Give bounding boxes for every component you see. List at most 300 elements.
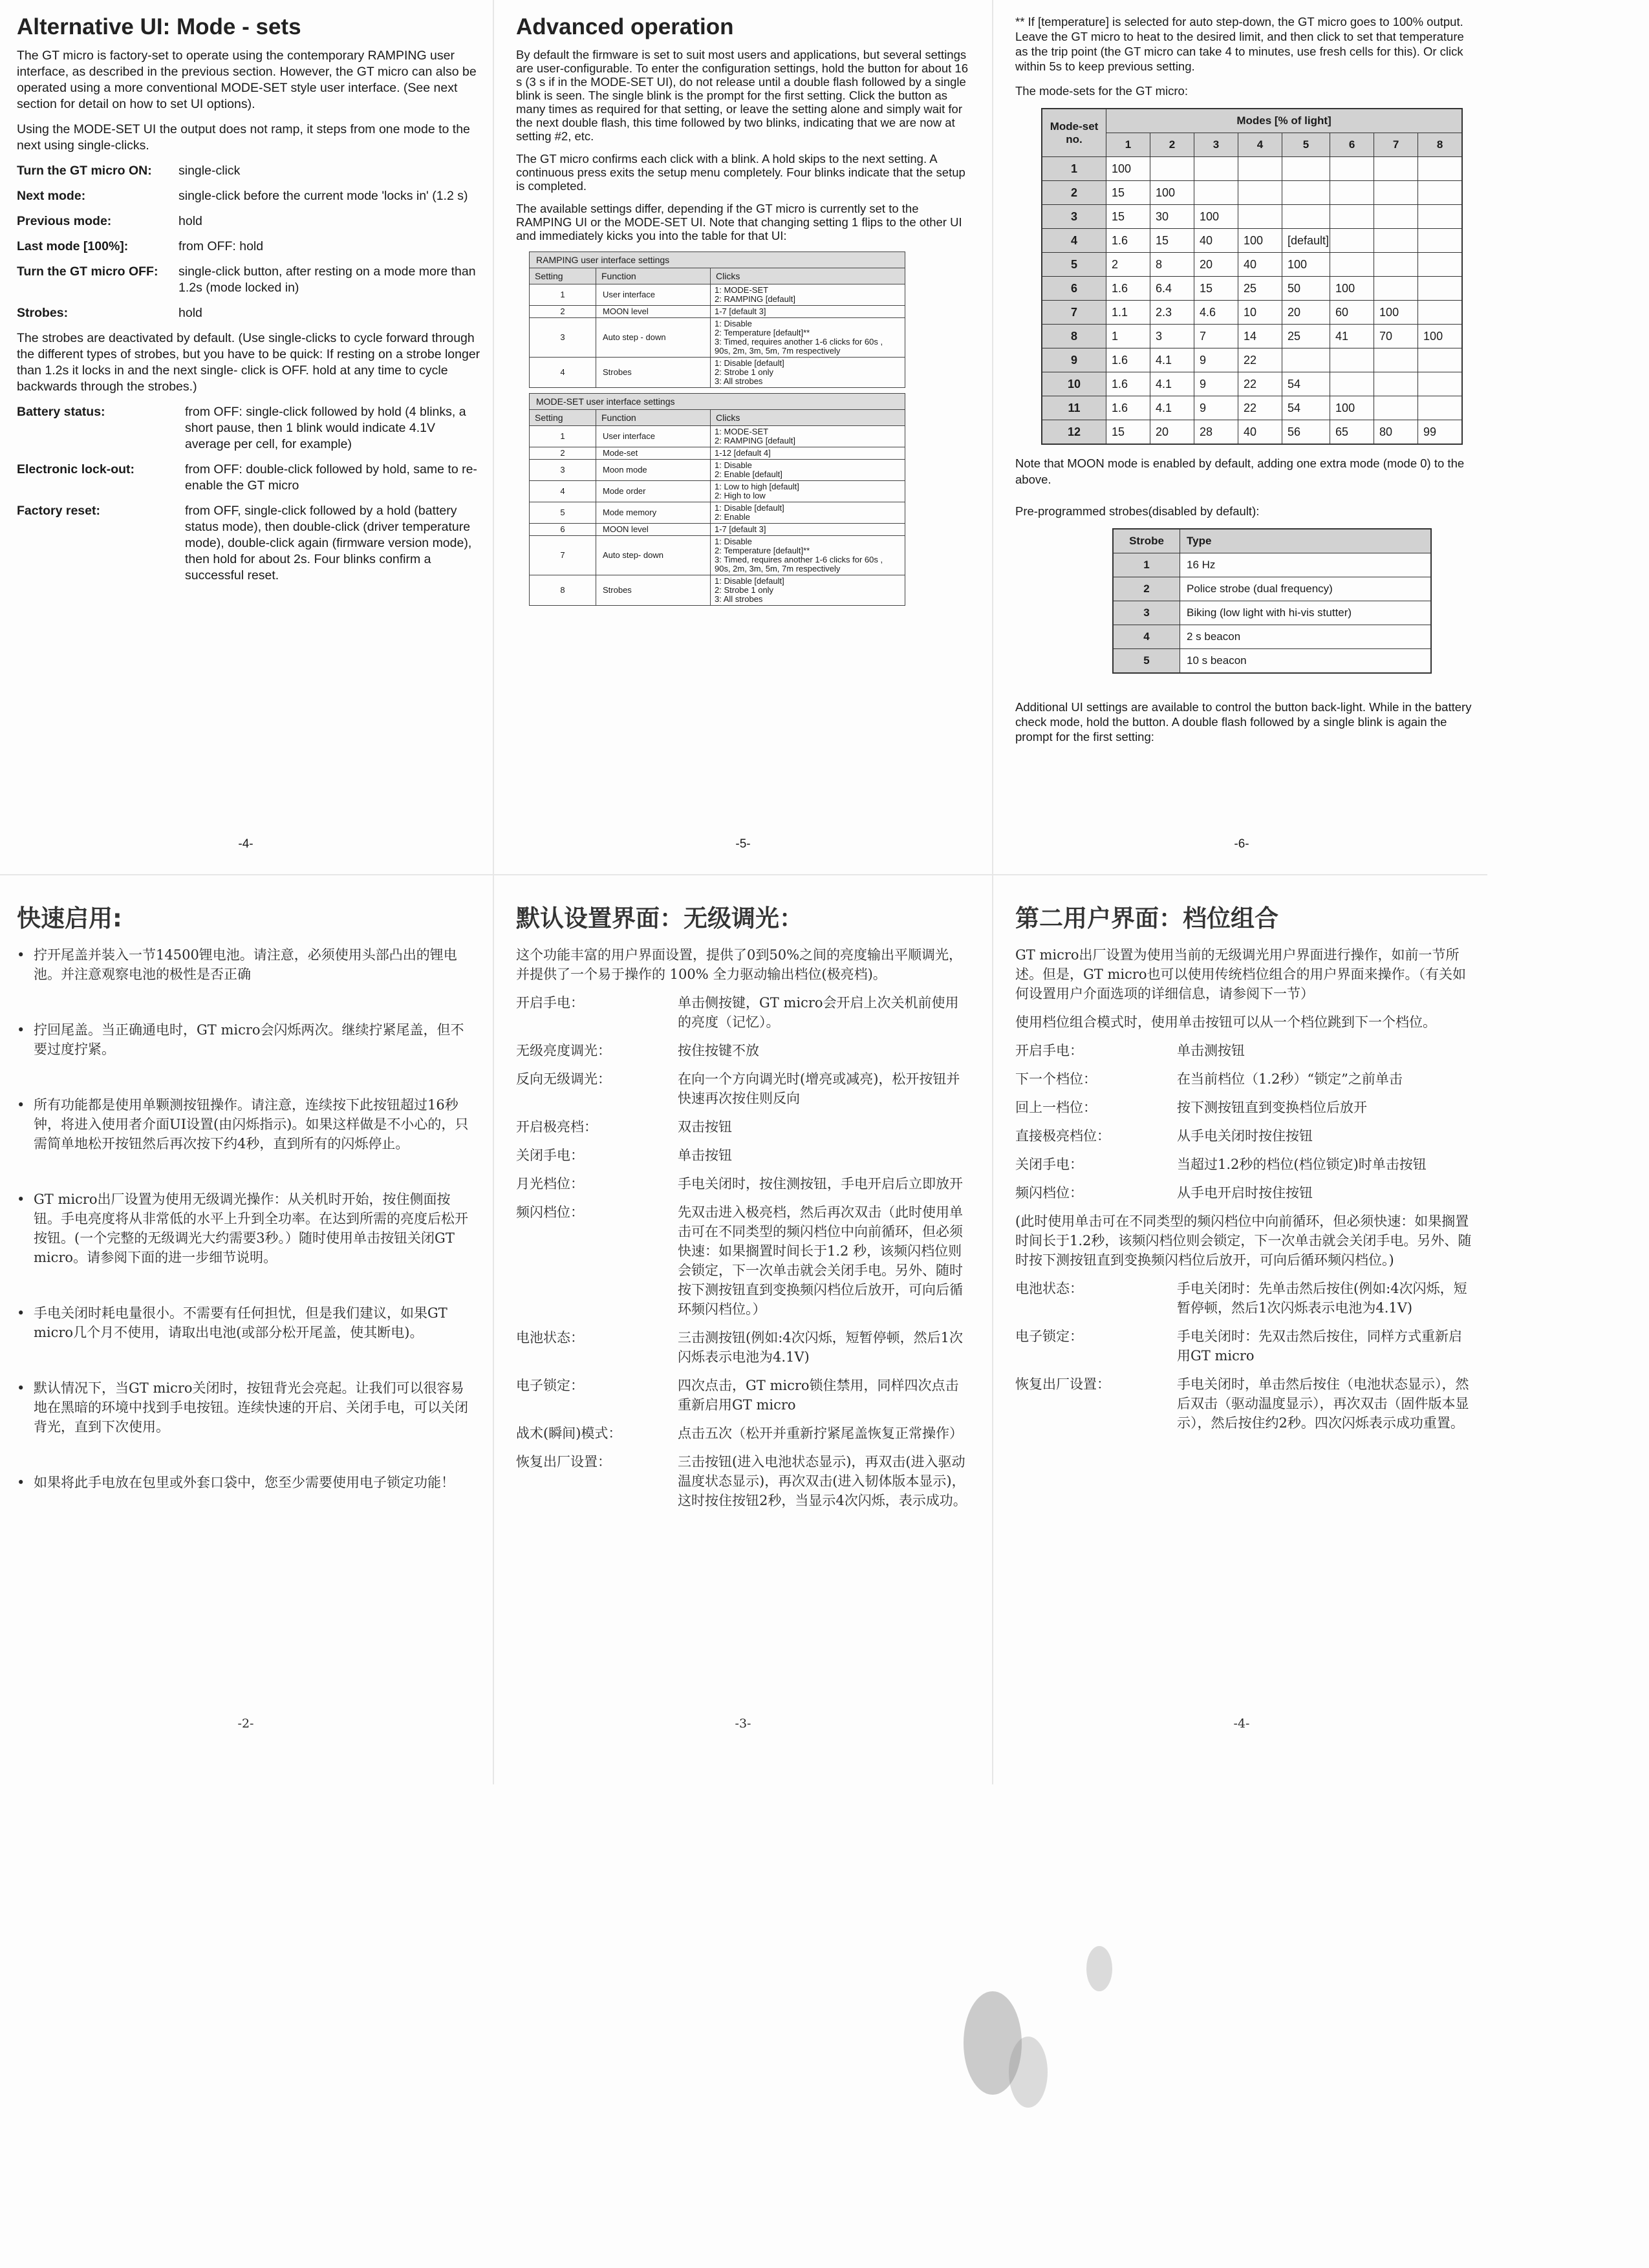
table-cell: 2.3 [1150,301,1194,325]
definition-row [17,503,482,584]
row-label: 回上一档位： [1015,1100,1097,1115]
table-cell: 6.4 [1150,277,1194,301]
table-row [530,447,905,460]
page-number: -2- [237,1717,254,1731]
page-number: -3- [735,1717,751,1731]
row-label: 开启手电： [1015,1043,1083,1058]
table-cell: 15 [1106,205,1150,229]
row-label: 频闪档位： [516,1204,584,1220]
table-cell: 1: Disable [default] 2: Strobe 1 only 3: All strobes [711,358,905,388]
table-cell [1374,157,1418,181]
table-cell: 50 [1282,277,1330,301]
table-caption: RAMPING user interface settings [529,251,905,268]
control-list-2 [1015,1279,1474,1433]
table-cell: 25 [1238,277,1282,301]
definition-row [17,188,482,204]
table-cell: 8 [1150,253,1194,277]
row-label: 开启极亮档： [516,1119,598,1135]
row-label: Previous mode: [17,214,112,228]
table-cell: Mode order [596,481,711,502]
definition-row [17,239,482,255]
column-header: Setting [530,410,596,426]
table-cell: 100 [1238,229,1282,253]
mode-set-number: 6 [1042,277,1106,301]
paragraph: ** If [temperature] is selected for auto step-down, the GT micro goes to 100% output. Leave the GT micro to heat to the desired limit, and then click to set that temperature as the trip point (the GT micro can take 4 to minutes, use fresh cells for this). Or click within 5s to keep previous setting. [1015,15,1464,73]
column-header: Clicks [711,410,905,426]
row-label: 直接极亮档位： [1015,1128,1110,1144]
modeset-settings-table [529,393,905,606]
mode-set-number: 5 [1042,253,1106,277]
table-cell: 4.1 [1150,348,1194,372]
table-cell: 1: Disable [default] 2: Strobe 1 only 3: All strobes [711,575,905,606]
row-value: 在当前档位（1.2秒）“锁定”之前单击 [1177,1071,1403,1087]
column-header: Clicks [711,268,905,284]
row-value: 从手电关闭时按住按钮 [1177,1128,1313,1144]
table-cell: 1: Disable 2: Temperature [default]** 3: Timed, requires another 1-6 clicks for 60s , 90s, 2m, 3m, 5m, 7m respectively [711,536,905,575]
table-row [530,284,905,306]
table-cell: 5 [530,502,596,524]
definition-row [1015,1098,1474,1117]
table-cell: 4 [530,481,596,502]
mode-set-number: 7 [1042,301,1106,325]
table-cell: 4.6 [1194,301,1238,325]
strobe-type: Biking (low light with hi-vis stutter) [1180,601,1432,625]
table-cell [1330,372,1374,396]
table-cell: 3 [530,318,596,358]
panel-ramping-zh [497,876,989,1781]
panel-advanced-operation [497,0,989,873]
row-label: 电子锁定： [1015,1329,1083,1344]
row-value: 按住按键不放 [678,1043,759,1058]
row-value: 单击侧按键，GT micro会开启上次关机前使用的亮度（记忆）。 [678,995,959,1030]
table-cell [1282,157,1330,181]
table-cell: 14 [1238,325,1282,348]
paper-stain [1009,2037,1048,2108]
table-cell: 1.1 [1106,301,1150,325]
paragraph: Note that MOON mode is enabled by default, adding one extra mode (mode 0) to the above. [1015,456,1465,486]
page-title: 快速启用: [17,904,122,932]
mode-set-number: 1 [1042,157,1106,181]
column-header: 2 [1150,133,1194,157]
table-cell: 80 [1374,420,1418,445]
row-value: 四次点击，GT micro锁住禁用，同样四次点击重新启用GT micro [678,1378,959,1413]
table-row [530,358,905,388]
column-header: 1 [1106,133,1150,157]
list-item: • 拧回尾盖。当正确通电时，GT micro会闪烁两次。继续拧紧尾盖，但不要过度拧紧。 [17,1020,472,1059]
table-row [1042,277,1462,301]
row-value: from OFF: hold [178,239,264,253]
page-number: -4- [1233,1717,1250,1731]
table-cell: Strobes [596,358,711,388]
strobe-number: 4 [1113,625,1180,649]
table-cell: 99 [1418,420,1463,445]
page-title: Alternative UI: Mode - sets [17,14,301,39]
definition-row [516,1203,970,1319]
table-cell: 7 [530,536,596,575]
panel-quick-start-zh [0,876,491,1781]
table-row [1113,553,1431,577]
control-list [17,163,482,321]
row-value: single-click button, after resting on a mode more than 1.2s (mode locked in) [178,264,476,295]
paragraph: The available settings differ, depending if the GT micro is currently set to the RAMPING UI or the MODE-SET UI. Note that changing setting 1 flips to the other UI and immediately kicks you into the table for that UI: [516,202,962,242]
definition-row [1015,1375,1474,1433]
table-cell [1418,181,1463,205]
definition-row [516,1117,970,1137]
paragraph: Additional UI settings are available to control the button back-light. While in the battery check mode, hold the button. A double flash followed by a single blink is again the prompt for the first setting: [1015,700,1472,744]
table-cell: 100 [1330,277,1374,301]
table-cell [1282,205,1330,229]
row-value: from OFF: double-click followed by hold, same to re- enable the GT micro [185,462,477,493]
table-cell: 1-7 [default 3] [711,306,905,318]
definition-row [516,993,970,1032]
definition-row [1015,1327,1474,1365]
table-cell: [default] [1282,229,1330,253]
table-row [1042,205,1462,229]
row-value: single-click [178,164,241,178]
table-row [1042,420,1462,445]
column-header: 7 [1374,133,1418,157]
table-cell: Moon mode [596,460,711,481]
row-value: 当超过1.2秒的档位(档位锁定)时单击按钮 [1177,1157,1427,1172]
row-label: Turn the GT micro OFF: [17,264,158,279]
strobe-type: Police strobe (dual frequency) [1180,577,1432,601]
table-cell: 100 [1194,205,1238,229]
table-cell [1374,253,1418,277]
table-cell [1238,205,1282,229]
definition-row [17,213,482,230]
table-cell: 1: Disable [default] 2: Enable [711,502,905,524]
table-cell: 9 [1194,372,1238,396]
table-row [530,426,905,447]
table-row [530,318,905,358]
column-header: Type [1180,529,1432,553]
table-cell [1418,396,1463,420]
table-cell: 70 [1374,325,1418,348]
table-cell: 9 [1194,348,1238,372]
table-cell: 20 [1282,301,1330,325]
table-cell: 1 [530,426,596,447]
strobes-note: The strobes are deactivated by default. (Use single-clicks to cycle forward through the different types of strobes, but you have to be quick: If resting on a strobe longer than 1.2s it locks in and the next single- click is OFF. hold at any time to cycle backwards through the strobes.) [17,331,480,394]
definition-row [17,462,482,494]
row-label: Battery status: [17,405,105,419]
column-header: Function [596,410,711,426]
table-cell: 1.6 [1106,372,1150,396]
table-cell: 100 [1374,301,1418,325]
mode-set-number: 4 [1042,229,1106,253]
row-label: 反向无级调光： [516,1071,611,1087]
row-label: 战术(瞬间)模式： [516,1426,622,1441]
table-cell: 22 [1238,348,1282,372]
row-value: hold [178,306,202,320]
list-item: • 拧开尾盖并装入一节14500锂电池。请注意，必须使用头部凸出的锂电池。并注意观察电池的极性是否正确 [17,945,472,984]
table-row [530,481,905,502]
column-header: 6 [1330,133,1374,157]
table-cell: 100 [1150,181,1194,205]
table-cell [1330,253,1374,277]
mode-set-header: Mode-set no. [1042,109,1106,157]
table-cell: 7 [1194,325,1238,348]
definition-row [1015,1041,1474,1060]
mode-set-number: 3 [1042,205,1106,229]
column-header: 8 [1418,133,1463,157]
table-cell: 1 [1106,325,1150,348]
table-cell: 56 [1282,420,1330,445]
table-cell: User interface [596,426,711,447]
column-header: 3 [1194,133,1238,157]
table-row [1113,625,1431,649]
table-cell [1330,181,1374,205]
table-row [1042,253,1462,277]
table-cell [1418,229,1463,253]
table-row [1042,229,1462,253]
column-header: 4 [1238,133,1282,157]
table-cell: 15 [1194,277,1238,301]
table-cell [1418,205,1463,229]
table-cell [1374,181,1418,205]
table-row [1042,157,1462,181]
table-row [530,460,905,481]
table-cell: 3 [1150,325,1194,348]
row-value: 手电关闭时，单击然后按住（电池状态显示），然后双击（驱动温度显示），再次双击（固件版本显示），然后按住约2秒。四次闪烁表示成功重置。 [1177,1376,1469,1431]
strobe-number: 5 [1113,649,1180,674]
row-label: Factory reset: [17,504,100,518]
fold-line [992,0,993,1784]
table-cell: 2 [530,447,596,460]
table-row [1113,601,1431,625]
table-row [530,306,905,318]
table-row [1042,181,1462,205]
row-value: from OFF: single-click followed by hold (4 blinks, a short pause, then 1 blink would indicate 4.1V average per cell, for example) [185,405,466,451]
row-value: 手电关闭时，按住测按钮，手电开启后立即放开 [678,1176,963,1192]
strobe-number: 1 [1113,553,1180,577]
ramping-settings-table [529,251,905,388]
table-cell: 2 [530,306,596,318]
table-cell: 20 [1150,420,1194,445]
fold-line [493,0,494,1784]
row-label: 关闭手电： [516,1148,584,1163]
row-label: 开启手电： [516,995,584,1011]
table-cell: MOON level [596,306,711,318]
definition-row [516,1452,970,1510]
paragraph: By default the firmware is set to suit most users and applications, but several settings are user-configurable. To enter the configuration settings, hold the button for about 16 s (3 s if in the MODE-SET UI), do not release until a double flash followed by a single blink is seen. The single blink is the prompt for the first setting. Click the button as many times as required for that setting, or leave the setting alone and simply wait for the next double flash, this time followed by two blinks, indicating that we are now at setting #2, etc. [516,48,969,143]
strobe-type: 2 s beacon [1180,625,1432,649]
definition-row [1015,1279,1474,1318]
row-value: 单击按钮 [678,1148,732,1163]
definition-row [1015,1155,1474,1174]
table-cell: Auto step- down [596,536,711,575]
table-cell: 4 [530,358,596,388]
table-cell: 1: Low to high [default] 2: High to low [711,481,905,502]
table-cell [1374,277,1418,301]
table-cell: 60 [1330,301,1374,325]
table-cell [1238,157,1282,181]
intro-text-2: Using the MODE-SET UI the output does not ramp, it steps from one mode to the next using single-clicks. [17,122,470,153]
row-label: Strobes: [17,306,69,320]
table-cell [1150,157,1194,181]
table-cell [1374,372,1418,396]
table-cell [1194,181,1238,205]
paragraph: Pre-programmed strobes(disabled by default): [1015,504,1260,518]
mode-set-table [1041,108,1463,445]
mode-set-number: 8 [1042,325,1106,348]
intro-text: 这个功能丰富的用户界面设置，提供了0到50%之间的亮度输出平顺调光，并提供了一个易于操作的 100% 全力驱动输出档位(极亮档)。 [516,947,963,982]
table-cell: 20 [1194,253,1238,277]
table-cell: 15 [1106,181,1150,205]
definition-row [516,1328,970,1367]
row-label: Last mode [100%]: [17,239,129,253]
table-cell: 1 [530,284,596,306]
table-cell: 4.1 [1150,372,1194,396]
strobe-type: 16 Hz [1180,553,1432,577]
definition-row [516,1041,970,1060]
table-cell: 1-7 [default 3] [711,524,905,536]
table-cell: MOON level [596,524,711,536]
control-list [516,993,970,1510]
table-cell: 40 [1238,420,1282,445]
table-row [530,536,905,575]
table-cell: 3 [530,460,596,481]
table-row [1042,325,1462,348]
strobe-note: (此时使用单击可在不同类型的频闪档位中向前循环，但必须快速：如果搁置时间长于1.2秒，该频闪档位则会锁定，下一次单击就会关闭手电。另外、随时按下测按钮直到变换频闪档位后放开，可向后循环频闪档位。) [1015,1214,1472,1268]
page-title: 第二用户界面：档位组合 [1015,904,1278,932]
table-cell [1330,205,1374,229]
definition-row [516,1174,970,1193]
table-row [530,524,905,536]
table-cell: 22 [1238,372,1282,396]
fold-line [0,874,1487,875]
table-cell: 100 [1418,325,1463,348]
row-label: Electronic lock-out: [17,462,135,476]
row-label: Next mode: [17,189,86,203]
row-value: 单击测按钮 [1177,1043,1245,1058]
table-cell [1330,229,1374,253]
row-value: from OFF, single-click followed by a hold (battery status mode), then double-click (driver temperature mode), double-click again (firmware version mode), then hold for about 2s. Four blinks confirm a successful reset. [185,504,472,583]
table-cell: 54 [1282,372,1330,396]
mode-set-number: 10 [1042,372,1106,396]
table-cell [1282,348,1330,372]
table-cell: 65 [1330,420,1374,445]
row-label: 电池状态： [1015,1281,1083,1296]
table-cell [1418,157,1463,181]
strobe-type: 10 s beacon [1180,649,1432,674]
row-label: 关闭手电： [1015,1157,1083,1172]
table-cell: Strobes [596,575,711,606]
page-title: 默认设置界面：无级调光： [516,904,803,932]
row-value: 先双击进入极亮档，然后再次双击（此时使用单击可在不同类型的频闪档位中向前循环，但必须快速：如果搁置时间长于1.2 秒，该频闪档位则会锁定，下一次单击就会关闭手电。另外、随时按下测按钮直到变换频闪档位后放开，可向后循环频闪档位。） [678,1204,963,1317]
table-cell: 15 [1150,229,1194,253]
table-cell: 54 [1282,396,1330,420]
table-cell [1330,157,1374,181]
table-cell [1194,157,1238,181]
definition-row [17,264,482,296]
panel-mode-sets-zh [996,876,1487,1781]
table-cell: 6 [530,524,596,536]
table-cell: 25 [1282,325,1330,348]
table-cell: 40 [1194,229,1238,253]
paper-stain [1086,1946,1112,1991]
intro-text-2: 使用档位组合模式时，使用单击按钮可以从一个档位跳到下一个档位。 [1015,1014,1436,1030]
table-row [1042,396,1462,420]
table-cell: 100 [1330,396,1374,420]
row-value: 点击五次（松开并重新拧紧尾盖恢复正常操作） [678,1426,963,1441]
row-value: single-click before the current mode 'locks in' (1.2 s) [178,189,468,203]
table-cell: 2 [1106,253,1150,277]
intro-text: The GT micro is factory-set to operate using the contemporary RAMPING user interface, as described in the previous section. However, the GT micro can also be operated using a more conventional MODE-SET style user interface. (See next section for detail on how to set UI options). [17,48,477,111]
panel-mode-sets [0,0,491,873]
row-value: 从手电开启时按住按钮 [1177,1185,1313,1201]
definition-row [516,1424,970,1443]
table-cell: 40 [1238,253,1282,277]
table-cell: 1.6 [1106,229,1150,253]
list-item: • GT micro出厂设置为使用无级调光操作：从关机时开始，按住侧面按钮。手电亮度将从非常低的水平上升到全功率。在达到所需的亮度后松开按钮。(一个完整的无级调光大约需要3秒。）随时使用单击按钮关闭GT micro。请参阅下面的进一步细节说明。 [17,1190,472,1267]
table-cell: User interface [596,284,711,306]
table-cell [1418,301,1463,325]
row-value: 手电关闭时：先双击然后按住，同样方式重新启用GT micro [1177,1329,1462,1364]
table-cell: 9 [1194,396,1238,420]
strobe-number: 2 [1113,577,1180,601]
row-label: 恢复出厂设置： [1015,1376,1110,1392]
row-label: 恢复出厂设置： [516,1454,611,1470]
list-item: • 如果将此手电放在包里或外套口袋中，您至少需要使用电子锁定功能！ [17,1473,472,1492]
table-cell: 30 [1150,205,1194,229]
page-number: -4- [238,837,253,851]
row-label: 电池状态： [516,1330,584,1345]
table-cell: 4.1 [1150,396,1194,420]
table-row [1113,649,1431,674]
mode-set-number: 12 [1042,420,1106,445]
paragraph: The GT micro confirms each click with a blink. A hold skips to the next setting. A continuous press exits the setup menu completely. Four blinks indicate that the setup is completed. [516,152,965,193]
table-row [1042,372,1462,396]
definition-row [1015,1126,1474,1146]
row-label: 频闪档位： [1015,1185,1083,1201]
row-value: hold [178,214,202,228]
table-cell [1330,348,1374,372]
table-cell [1374,348,1418,372]
row-value: 双击按钮 [678,1119,732,1135]
definition-row [17,163,482,179]
column-header: Setting [530,268,596,284]
table-cell [1374,205,1418,229]
table-cell: 1-12 [default 4] [711,447,905,460]
mode-set-number: 9 [1042,348,1106,372]
row-label: 无级亮度调光： [516,1043,611,1058]
table-cell: 100 [1282,253,1330,277]
table-cell: 1: MODE-SET 2: RAMPING [default] [711,284,905,306]
table-row [1113,577,1431,601]
mode-set-number: 11 [1042,396,1106,420]
intro-text: GT micro出厂设置为使用当前的无级调光用户界面进行操作，如前一节所述。但是，GT micro也可以使用传统档位组合的用户界面来操作。（有关如何设置用户介面选项的详细信息，请参阅下一节） [1015,947,1467,1001]
column-header: Strobe [1113,529,1180,553]
row-value: 三击按钮(进入电池状态显示)，再双击(进入驱动温度状态显示)，再次双击(进入韧体版本显示)，这时按住按钮2秒，当显示4次闪烁，表示成功。 [678,1454,967,1508]
mode-set-number: 2 [1042,181,1106,205]
table-cell: Mode-set [596,447,711,460]
column-header: Function [596,268,711,284]
table-cell [1418,277,1463,301]
table-cell: 1.6 [1106,348,1150,372]
definition-row [516,1146,970,1165]
table-row [530,502,905,524]
table-cell [1374,396,1418,420]
table-cell [1238,181,1282,205]
row-value: 三击测按钮(例如:4次闪烁，短暂停顿，然后1次闪烁表示电池为4.1V) [678,1330,963,1365]
panel-mode-set-table [996,0,1487,873]
row-value: 手电关闭时：先单击然后按住(例如:4次闪烁，短暂停顿，然后1次闪烁表示电池为4.1V) [1177,1281,1467,1316]
paragraph: The mode-sets for the GT micro: [1015,84,1188,98]
table-row [1042,301,1462,325]
row-label: 下一个档位： [1015,1071,1097,1087]
table-cell [1418,348,1463,372]
table-cell: Mode memory [596,502,711,524]
